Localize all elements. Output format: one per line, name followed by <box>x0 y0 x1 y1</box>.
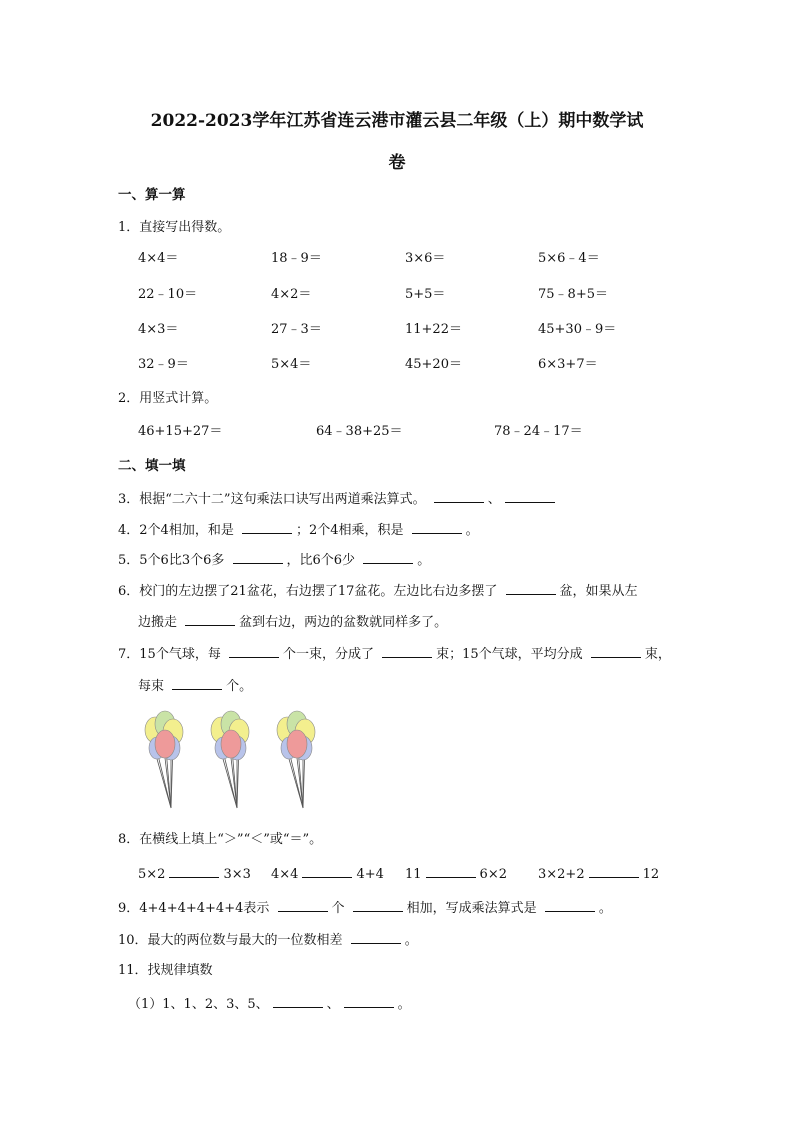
compare-item <box>405 864 507 884</box>
answer-blank[interactable] <box>242 520 292 534</box>
calc-item: 75﹣8+5＝ <box>538 287 608 302</box>
question-7-continued <box>138 676 252 696</box>
question-9-text-b: 个 <box>331 901 345 916</box>
vertical-calc-item: 78﹣24﹣17＝ <box>494 424 583 439</box>
question-7-text-d: 束， <box>644 647 671 662</box>
answer-blank[interactable] <box>169 864 219 878</box>
question-5-text-c: 。 <box>417 553 431 568</box>
vertical-calc-item: 46+15+27＝ <box>138 424 223 439</box>
page-title-continued: 卷 <box>388 153 406 173</box>
compare-right: 3×3 <box>223 867 251 882</box>
compare-left: 11 <box>405 867 422 882</box>
compare-right: 12 <box>642 867 660 882</box>
separator: 、 <box>487 492 501 507</box>
question-6 <box>118 581 638 601</box>
calc-item: 4×3＝ <box>138 322 179 337</box>
calc-item: 5+5＝ <box>405 287 446 302</box>
answer-blank[interactable] <box>363 550 413 564</box>
answer-blank[interactable] <box>278 898 328 912</box>
section-heading-calc: 一、算一算 <box>118 187 186 203</box>
question-7-text-f: 个。 <box>226 679 253 694</box>
question-1-label: 1．直接写出得数。 <box>118 220 231 235</box>
calc-item: 45+20＝ <box>405 357 462 372</box>
balloon-bunch <box>211 711 249 808</box>
question-11-sub-1 <box>128 994 411 1014</box>
compare-right: 4+4 <box>356 867 384 882</box>
compare-right: 6×2 <box>479 867 507 882</box>
balloon <box>287 730 307 758</box>
answer-blank[interactable] <box>589 864 639 878</box>
question-6-text-b: 盆，如果从左 <box>559 584 638 599</box>
vertical-calc-item: 64﹣38+25＝ <box>316 424 403 439</box>
question-6-text-c: 边搬走 <box>138 615 178 630</box>
answer-blank[interactable] <box>229 644 279 658</box>
compare-left: 4×4 <box>271 867 299 882</box>
answer-blank[interactable] <box>426 864 476 878</box>
question-4-text-c: 。 <box>465 523 479 538</box>
balloon-string <box>165 758 171 808</box>
question-9 <box>118 898 612 918</box>
balloon-string <box>297 758 303 808</box>
balloon-string <box>231 758 237 808</box>
compare-left: 3×2+2 <box>538 867 585 882</box>
answer-blank[interactable] <box>233 550 283 564</box>
question-10-text-a: 10．最大的两位数与最大的一位数相差 <box>118 933 343 948</box>
balloons-illustration <box>135 706 335 816</box>
question-3-text: 3．根据“二六十二”这句乘法口诀写出两道乘法算式。 <box>118 492 426 507</box>
question-4 <box>118 520 479 540</box>
question-4-text-a: 4．2个4相加，和是 <box>118 523 234 538</box>
question-4-text-b: ；2个4相乘，积是 <box>295 523 404 538</box>
section-heading-fill: 二、填一填 <box>118 458 186 474</box>
balloon <box>155 730 175 758</box>
question-7-text-e: 每束 <box>138 679 165 694</box>
compare-item <box>138 864 251 884</box>
question-6-text-a: 6．校门的左边摆了21盆花，右边摆了17盆花。左边比右边多摆了 <box>118 584 498 599</box>
question-9-text-d: 。 <box>598 901 612 916</box>
question-6-continued <box>138 612 447 632</box>
question-9-text-a: 9．4+4+4+4+4+4表示 <box>118 901 270 916</box>
answer-blank[interactable] <box>344 994 394 1008</box>
question-2-label: 2．用竖式计算。 <box>118 391 218 406</box>
calc-item: 45+30﹣9＝ <box>538 322 617 337</box>
separator: 、 <box>326 997 340 1012</box>
question-3 <box>118 489 559 509</box>
question-10 <box>118 930 418 950</box>
question-8-label: 8．在横线上填上“＞”“＜”或“＝”。 <box>118 832 323 847</box>
page-title: 2022-2023学年江苏省连云港市灌云县二年级（上）期中数学试 <box>150 111 644 131</box>
answer-blank[interactable] <box>185 612 235 626</box>
balloon <box>221 730 241 758</box>
question-7-text-b: 个一束，分成了 <box>282 647 374 662</box>
calc-item: 3×6＝ <box>405 251 446 266</box>
sequence-end: 。 <box>397 997 411 1012</box>
calc-item: 27﹣3＝ <box>271 322 322 337</box>
answer-blank[interactable] <box>273 994 323 1008</box>
answer-blank[interactable] <box>172 676 222 690</box>
question-6-text-d: 盆到右边，两边的盆数就同样多了。 <box>239 615 448 630</box>
compare-item <box>538 864 659 884</box>
question-5 <box>118 550 430 570</box>
question-11-label: 11．找规律填数 <box>118 963 213 978</box>
question-10-text-b: 。 <box>404 933 418 948</box>
compare-item <box>271 864 384 884</box>
calc-item: 4×2＝ <box>271 287 312 302</box>
compare-left: 5×2 <box>138 867 166 882</box>
answer-blank[interactable] <box>382 644 432 658</box>
answer-blank[interactable] <box>353 898 403 912</box>
calc-item: 4×4＝ <box>138 251 179 266</box>
question-7-text-a: 7．15个气球，每 <box>118 647 221 662</box>
calc-item: 22﹣10＝ <box>138 287 198 302</box>
calc-item: 18﹣9＝ <box>271 251 322 266</box>
answer-blank[interactable] <box>434 489 484 503</box>
calc-item: 5×6﹣4＝ <box>538 251 600 266</box>
answer-blank[interactable] <box>302 864 352 878</box>
answer-blank[interactable] <box>545 898 595 912</box>
answer-blank[interactable] <box>591 644 641 658</box>
question-9-text-c: 相加，写成乘法算式是 <box>406 901 537 916</box>
balloon-bunch <box>145 711 183 808</box>
question-7 <box>118 644 671 664</box>
calc-item: 6×3+7＝ <box>538 357 598 372</box>
question-5-text-a: 5．5个6比3个6多 <box>118 553 225 568</box>
answer-blank[interactable] <box>351 930 401 944</box>
answer-blank[interactable] <box>412 520 462 534</box>
sequence-text: （1）1、1、2、3、5、 <box>128 997 269 1012</box>
question-7-text-c: 束；15个气球，平均分成 <box>436 647 583 662</box>
calc-item: 5×4＝ <box>271 357 312 372</box>
calc-item: 11+22＝ <box>405 322 462 337</box>
answer-blank[interactable] <box>505 489 555 503</box>
question-5-text-b: ，比6个6少 <box>286 553 356 568</box>
calc-item: 32﹣9＝ <box>138 357 189 372</box>
answer-blank[interactable] <box>506 581 556 595</box>
balloon-bunch <box>277 711 315 808</box>
